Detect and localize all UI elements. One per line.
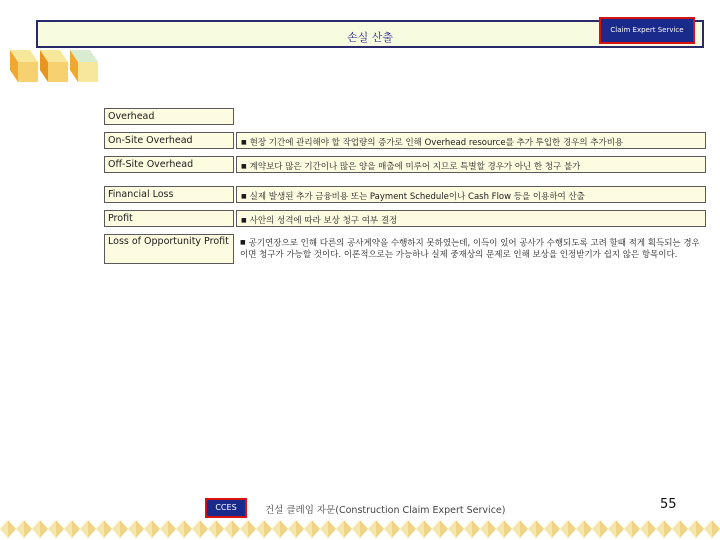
row-label-overhead: Overhead <box>104 108 234 125</box>
row-desc-text: 계약보다 많은 기간이나 많은 양을 매출에 미루어 지므로 특별할 경우가 아닌 한 청구 불가 <box>249 162 581 172</box>
row-label-loss-of-opportunity: Loss of Opportunity Profit <box>104 234 234 264</box>
bullet-icon: ■ <box>241 193 247 200</box>
row-label-profit: Profit <box>104 210 234 227</box>
row-desc-text: 사안의 성격에 따라 보상 청구 여부 결정 <box>249 216 398 226</box>
row-desc-financial-loss <box>236 186 706 203</box>
row-desc-text: 공기연장으로 인해 다른의 공사계약을 수행하지 못하였는데, 이득이 있어 공사가 수행되도록 고려 할때 적게 획득되는 경우이면 청구가 가능할 것이다. 이론적으로는 가능하나 실제 중재상의 문제로 인해 보상을 인정받기가 쉽지 않은 항목이다. <box>240 238 700 260</box>
row-desc-loss-of-opportunity <box>240 237 705 261</box>
brand-tag: Claim Expert Service <box>599 17 695 44</box>
footer-decoration <box>0 518 720 540</box>
row-label-offsite: Off-Site Overhead <box>104 156 234 173</box>
row-desc-text: 현장 기간에 관리해야 할 작업량의 증가로 인해 Overhead resource를 추가 투입한 경우의 추가비용 <box>249 138 624 148</box>
row-desc-offsite <box>236 156 706 173</box>
bullet-icon: ■ <box>241 139 247 146</box>
page-title: 손실 산출 <box>346 31 393 44</box>
row-label-financial-loss: Financial Loss <box>104 186 234 203</box>
footer-badge: CCES <box>205 498 247 518</box>
row-desc-profit <box>236 210 706 227</box>
footer-text: 건설 클레임 자문(Construction Claim Expert Service) <box>265 505 506 516</box>
row-label-onsite: On-Site Overhead <box>104 132 234 149</box>
row-desc-onsite <box>236 132 706 149</box>
bullet-icon: ■ <box>240 239 246 246</box>
bullet-icon: ■ <box>241 217 247 224</box>
bullet-icon: ■ <box>241 163 247 170</box>
page-number: 55 <box>660 497 677 512</box>
row-desc-text: 실제 발생된 추가 금융비용 또는 Payment Schedule이나 Cash Flow 등을 이용하여 산출 <box>249 192 585 202</box>
header-decoration <box>0 40 110 95</box>
